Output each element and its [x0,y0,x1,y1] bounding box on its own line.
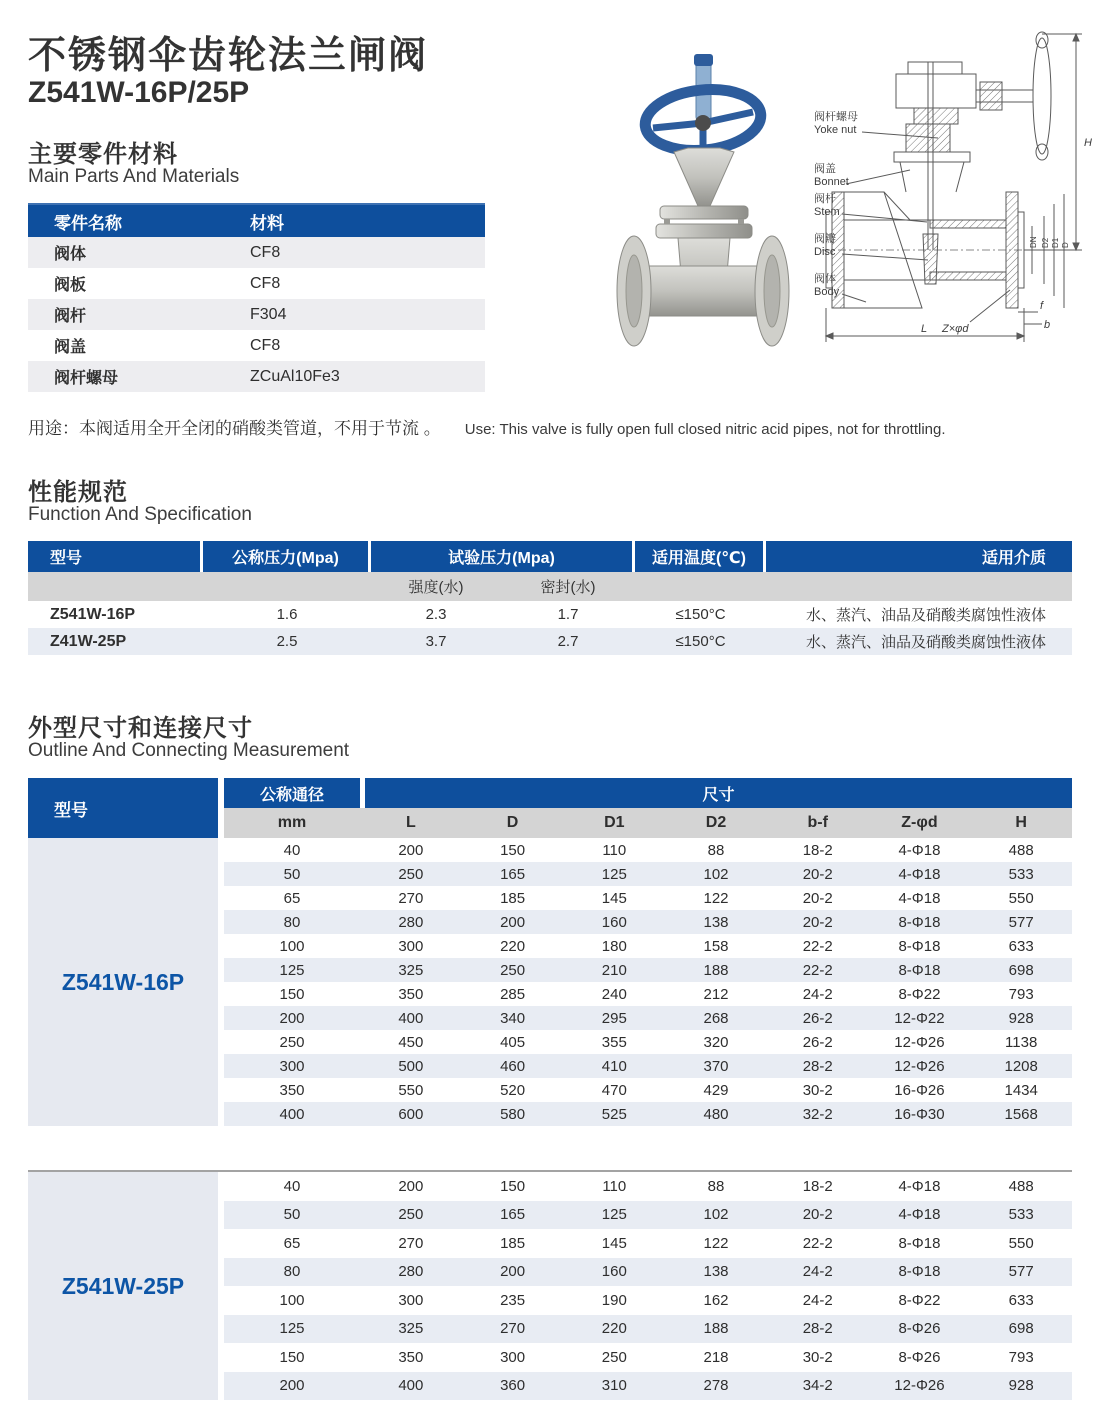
table-cell: 110 [602,1177,627,1195]
table-cell: 阀杆 [54,308,87,325]
table-cell: 220 [601,1320,627,1338]
col-bf: b-f [807,814,828,831]
table-cell: 577 [1008,1263,1034,1281]
table-cell: 12-Φ22 [894,1009,945,1027]
col-model: 型号 [28,541,200,572]
table-cell: 300 [279,1057,305,1075]
table-cell: 600 [398,1105,424,1123]
table-cell: 16-Φ30 [894,1105,945,1123]
table-cell: 295 [601,1009,627,1027]
table-cell: 633 [1008,937,1034,955]
table-cell: 270 [398,1234,424,1252]
table-row [28,361,485,392]
dim-table-header [28,778,1072,838]
dim-label-f: f [1040,300,1044,312]
col-medium: 适用介质 [766,541,1072,572]
dim-heading-en: Outline And Connecting Measurement [28,740,350,761]
table-cell: 40 [283,841,301,859]
table-cell: 158 [703,937,729,955]
table-row [224,1229,1072,1258]
dim-label-b: b [1044,319,1051,331]
table-cell: 250 [279,1033,305,1051]
table-cell: CF8 [250,243,281,261]
table-row [28,237,485,268]
table-cell: 235 [500,1291,526,1309]
dim-table-16p-body [224,838,1072,1126]
col-mm: mm [277,814,307,831]
label-stem-cn: 阀杆 [814,193,836,205]
dim-label-D1: D1 [1051,237,1060,248]
table-cell: 300 [500,1348,526,1366]
table-cell: 8-Φ22 [898,1291,941,1309]
table-cell: 26-2 [802,1009,833,1027]
table-cell: 160 [601,913,627,931]
table-cell: 550 [1008,889,1034,907]
table-cell: 580 [500,1105,526,1123]
table-cell: 185 [500,889,526,907]
table-cell: 533 [1008,1206,1034,1224]
table-cell: 138 [703,1263,729,1281]
table-cell: 550 [398,1081,424,1099]
table-row [28,268,485,299]
table-cell: 410 [601,1057,627,1075]
table-row [224,1102,1072,1126]
dim-label-DN: DN [1029,236,1038,248]
table-cell: 400 [398,1009,424,1027]
table-cell: 150 [279,1348,305,1366]
table-cell: 280 [398,1263,424,1281]
table-cell: 270 [500,1320,526,1338]
table-cell: 125 [279,961,305,979]
table-cell: 110 [602,841,627,859]
table-cell: 4-Φ18 [898,1177,941,1195]
table-cell: 300 [398,1291,424,1309]
table-cell: 8-Φ18 [898,937,941,955]
table-cell: 12-Φ26 [894,1033,945,1051]
table-row [224,1286,1072,1315]
label-bonnet-cn: 阀盖 [814,163,836,175]
table-cell: 150 [500,1177,526,1195]
table-cell: 50 [283,1206,301,1224]
dim-label-L: L [921,323,928,335]
table-cell: 30-2 [802,1348,833,1366]
table-cell: 200 [398,1177,424,1195]
valve-diagram [810,12,1098,364]
table-cell: Z41W-25P [50,632,127,650]
table-cell: 102 [703,865,729,883]
table-cell: 50 [283,865,301,883]
table-cell: 400 [279,1105,305,1123]
model-label-16p: Z541W-16P [28,838,218,1126]
stem-cap [694,54,713,66]
table-cell: 150 [279,985,305,1003]
spec-heading-cn: 性能规范 [28,479,128,506]
col-D1: D1 [604,814,625,831]
table-cell: 460 [500,1057,526,1075]
table-cell: 270 [398,889,424,907]
table-cell: 188 [703,961,729,979]
table-row [224,1315,1072,1344]
table-row [224,1054,1072,1078]
page-title: 不锈钢伞齿轮法兰闸阀 [28,35,429,77]
table-cell: 125 [601,1206,627,1224]
table-cell: 122 [703,889,729,907]
col-D: D [506,814,519,831]
table-cell: 405 [500,1033,526,1051]
table-cell: 24-2 [802,1291,833,1309]
table-cell: 320 [703,1033,729,1051]
table-cell: 4-Φ18 [898,889,941,907]
col-material: 材料 [250,213,284,233]
col-temperature: 适用温度(℃) [635,541,763,572]
label-body-cn: 阀体 [814,273,836,285]
table-cell: 200 [279,1009,305,1027]
table-cell: 325 [398,1320,424,1338]
table-cell: 165 [500,1206,526,1224]
table-cell: 1138 [1005,1033,1038,1051]
table-cell: 250 [398,865,424,883]
table-cell: 18-2 [802,841,833,859]
table-cell: 8-Φ18 [898,1234,941,1252]
table-cell: 355 [601,1033,627,1051]
table-row [224,862,1072,886]
table-row [224,838,1072,862]
table-cell: 160 [601,1263,627,1281]
table-cell: 水、蒸汽、油品及硝酸类腐蚀性液体 [805,634,1046,651]
table-cell: 162 [703,1291,729,1309]
table-cell: 102 [703,1206,729,1224]
dim-table-25p-body [224,1172,1072,1400]
table-cell: 429 [703,1081,729,1099]
col-size: 尺寸 [365,778,1072,808]
table-cell: 550 [1008,1234,1034,1252]
materials-table-header [28,203,485,237]
table-cell: 80 [283,913,301,931]
col-test-pressure: 试验压力(Mpa) [371,541,632,572]
table-row [224,934,1072,958]
valve-photo [608,28,798,348]
table-cell: 928 [1008,1009,1034,1027]
table-cell: 20-2 [802,865,833,883]
table-cell: 698 [1008,1320,1034,1338]
table-row [28,330,485,361]
table-cell: 400 [398,1377,424,1395]
col-strength: 强度(水) [408,579,464,596]
table-cell: 8-Φ18 [898,961,941,979]
table-row [224,1343,1072,1372]
table-cell: 220 [500,937,526,955]
table-cell: 325 [398,961,424,979]
table-row [224,1006,1072,1030]
table-row [28,628,1072,655]
table-cell: 1208 [1004,1057,1038,1075]
spec-table-body [28,601,1072,655]
table-cell: 250 [500,961,526,979]
table-cell: 水、蒸汽、油品及硝酸类腐蚀性液体 [805,607,1046,624]
table-cell: 24-2 [802,985,833,1003]
table-cell: 8-Φ18 [898,913,941,931]
table-cell: 218 [703,1348,729,1366]
table-cell: 8-Φ26 [898,1320,941,1338]
table-cell: 34-2 [802,1377,833,1395]
table-cell: 350 [279,1081,305,1099]
table-cell: F304 [250,305,287,323]
col-H: H [1015,814,1027,831]
table-cell: 22-2 [802,961,833,979]
table-cell: 793 [1008,985,1034,1003]
table-cell: 28-2 [802,1320,833,1338]
handwheel-icon [642,84,764,156]
table-cell: ZCuAl10Fe3 [250,367,340,385]
table-cell: 210 [601,961,627,979]
materials-table [28,203,485,392]
dim-label-D2: D2 [1041,237,1050,248]
table-cell: 28-2 [802,1057,833,1075]
table-cell: 1.7 [557,606,579,623]
table-cell: 40 [283,1177,301,1195]
table-cell: 190 [601,1291,627,1309]
table-cell: 488 [1008,841,1034,859]
dim-label-H: H [1084,137,1092,149]
table-cell: 1.6 [276,606,298,623]
label-disc-en: Disc [814,246,836,258]
spec-table-subheader [28,572,1072,601]
dim-table-16p [28,778,1072,1126]
materials-table-body [28,237,485,392]
dim-heading-cn: 外型尺寸和连接尺寸 [28,715,253,742]
table-cell: 2.3 [425,606,447,623]
table-cell: 24-2 [802,1263,833,1281]
spec-heading-en: Function And Specification [28,504,252,525]
table-cell: 阀杆螺母 [54,370,119,387]
label-disc-cn: 阀瓣 [814,233,836,245]
table-cell: 340 [500,1009,526,1027]
table-row [224,1078,1072,1102]
table-cell: 250 [398,1206,424,1224]
col-D2: D2 [705,814,727,831]
col-L: L [405,814,416,831]
table-row [224,1030,1072,1054]
table-cell: 125 [279,1320,305,1338]
table-cell: CF8 [250,336,281,354]
table-row [224,958,1072,982]
materials-heading-cn: 主要零件材料 [28,141,178,168]
table-cell: 165 [500,865,526,883]
table-cell: 26-2 [802,1033,833,1051]
label-yoke-nut-cn: 阀杆螺母 [814,111,858,123]
table-cell: 30-2 [802,1081,833,1099]
bonnet-flange-top [660,206,748,219]
table-cell: 268 [703,1009,729,1027]
col-Zpd: Z-φd [901,814,938,831]
table-cell: 520 [500,1081,526,1099]
table-cell: 12-Φ26 [894,1377,945,1395]
label-stem-en: Stem [814,206,840,218]
table-row [224,982,1072,1006]
table-cell: ≤150°C [675,606,726,623]
table-cell: 65 [283,889,301,907]
table-cell: 185 [500,1234,526,1252]
dim-table-25p [28,1172,1072,1400]
use-note-cn: 用途：本阀适用全开全闭的硝酸类管道，不用于节流 。 [28,419,441,438]
table-cell: 300 [398,937,424,955]
spec-table-header [28,541,1072,572]
table-cell: 2.5 [276,633,298,650]
table-cell: 32-2 [802,1105,833,1123]
table-cell: 4-Φ18 [898,865,941,883]
table-cell: 200 [398,841,424,859]
table-cell: 8-Φ18 [898,1263,941,1281]
table-cell: 12-Φ26 [894,1057,945,1075]
table-cell: 278 [703,1377,729,1395]
col-nominal-pressure: 公称压力(Mpa) [203,541,368,572]
table-row [224,1372,1072,1401]
table-cell: 470 [601,1081,627,1099]
table-cell: ≤150°C [675,633,726,650]
table-cell: 212 [703,985,729,1003]
col-nominal-diameter: 公称通径 [224,778,360,808]
yoke [674,148,734,206]
page-model-code: Z541W-16P/25P [28,76,250,109]
table-cell: 200 [279,1377,305,1395]
table-cell: 20-2 [802,913,833,931]
table-cell: 200 [500,913,526,931]
label-yoke-nut-en: Yoke nut [814,124,857,136]
table-cell: 65 [283,1234,301,1252]
table-cell: 633 [1008,1291,1034,1309]
table-row [28,601,1072,628]
table-cell: 450 [398,1033,424,1051]
table-cell: 1434 [1004,1081,1038,1099]
table-cell: 480 [703,1105,729,1123]
table-cell: 20-2 [802,1206,833,1224]
table-cell: 18-2 [802,1177,833,1195]
table-cell: 3.7 [425,633,447,650]
table-cell: 525 [601,1105,627,1123]
table-cell: 145 [601,1234,627,1252]
table-cell: 2.7 [557,633,579,650]
table-cell: 阀盖 [54,339,87,356]
table-cell: 488 [1008,1177,1034,1195]
table-cell: 310 [601,1377,627,1395]
table-row [224,1201,1072,1230]
dim-label-D: D [1061,242,1070,248]
table-cell: 阀板 [54,277,87,294]
table-row [224,910,1072,934]
table-cell: 370 [703,1057,729,1075]
table-cell: 22-2 [802,1234,833,1252]
table-cell: 188 [703,1320,729,1338]
table-cell: 250 [601,1348,627,1366]
table-cell: 20-2 [802,889,833,907]
label-bonnet-en: Bonnet [814,176,849,188]
table-row [28,299,485,330]
table-cell: 350 [398,985,424,1003]
use-note [28,414,1078,439]
table-cell: 100 [279,937,305,955]
table-cell: 577 [1008,913,1034,931]
table-cell: 145 [601,889,627,907]
col-model: 型号 [28,778,218,838]
table-cell: 360 [500,1377,526,1395]
dim-label-bolt: Z×φd [942,323,969,335]
col-part-name: 零件名称 [54,213,122,233]
table-cell: 138 [703,913,729,931]
table-cell: 4-Φ18 [898,1206,941,1224]
bonnet-flange-bottom [656,224,752,238]
spec-table [28,541,1072,655]
use-note-en: Use: This valve is fully open full closed nitric acid pipes, not for throttling. [464,421,946,438]
table-cell: 88 [707,841,725,859]
table-row [224,1172,1072,1201]
table-cell: 793 [1008,1348,1034,1366]
table-cell: 4-Φ18 [898,841,941,859]
table-cell: 8-Φ26 [898,1348,941,1366]
table-cell: 125 [601,865,627,883]
table-cell: 150 [500,841,526,859]
table-cell: 100 [279,1291,305,1309]
table-cell: 88 [707,1177,725,1195]
table-row [224,886,1072,910]
table-cell: 22-2 [802,937,833,955]
table-cell: 122 [703,1234,729,1252]
table-cell: 200 [500,1263,526,1281]
pipe [636,266,772,316]
col-seal: 密封(水) [540,579,596,596]
table-cell: 928 [1008,1377,1034,1395]
table-cell: Z541W-16P [50,605,136,623]
table-cell: 240 [601,985,627,1003]
label-body-en: Body [814,286,840,298]
table-cell: 阀体 [54,246,87,263]
table-cell: 350 [398,1348,424,1366]
table-cell: 180 [601,937,627,955]
model-label-25p: Z541W-25P [28,1172,218,1400]
table-cell: 80 [283,1263,301,1281]
table-cell: 16-Φ26 [894,1081,945,1099]
dim-table-subheader [224,808,1072,838]
materials-heading-en: Main Parts And Materials [28,166,240,187]
table-cell: 500 [398,1057,424,1075]
table-row [224,1258,1072,1287]
table-cell: 533 [1008,865,1034,883]
table-cell: 280 [398,913,424,931]
table-cell: 698 [1008,961,1034,979]
table-cell: 285 [500,985,526,1003]
table-cell: CF8 [250,274,281,292]
table-cell: 1568 [1004,1105,1038,1123]
table-cell: 8-Φ22 [898,985,941,1003]
